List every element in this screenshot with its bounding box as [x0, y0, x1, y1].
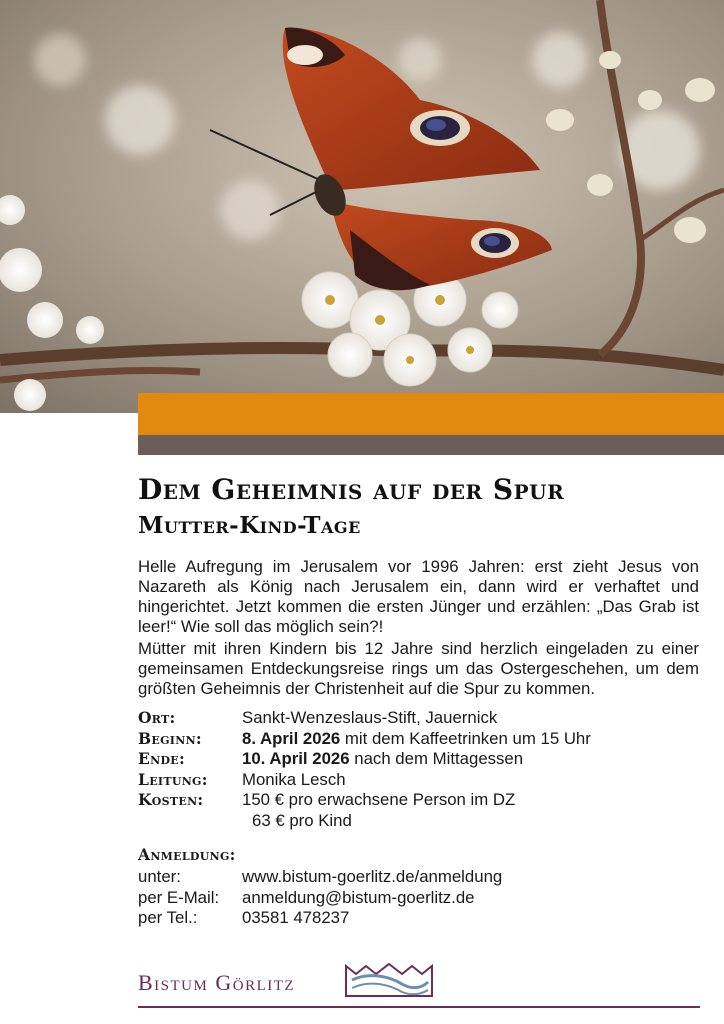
detail-row-kosten — [138, 790, 708, 811]
hero-photo — [0, 0, 724, 413]
beginn-label: Beginn: — [138, 728, 202, 748]
footer-rule — [138, 1006, 700, 1008]
diocese-logo-icon — [344, 962, 434, 1004]
tel-label: per Tel.: — [138, 908, 198, 927]
ende-date: 10. April 2026 — [242, 749, 350, 768]
leitung-value: Monika Lesch — [242, 769, 346, 789]
kosten-value-adult: 150 € pro erwachsene Person im DZ — [242, 790, 516, 809]
ende-value — [242, 749, 523, 770]
beginn-date: 8. April 2026 — [242, 728, 341, 748]
ende-rest: nach dem Mittagessen — [349, 749, 524, 768]
ort-label: Ort: — [138, 708, 176, 727]
detail-row-beginn — [138, 729, 708, 750]
event-details — [138, 708, 708, 831]
orange-banner-bar — [138, 393, 724, 435]
mail-label: per E-Mail: — [138, 887, 220, 907]
registration-email[interactable]: anmeldung@bistum-goerlitz.de — [242, 887, 475, 907]
detail-row-kosten-child — [138, 811, 708, 832]
beginn-rest: mit dem Kaffeetrinken um 15 Uhr — [340, 728, 591, 748]
diocese-logo-text: Bistum Görlitz — [138, 970, 296, 995]
invitation-paragraph: Mütter mit ihren Kindern bis 12 Jahre sind herzlich eingeladen zu einer gemeinsamen Entdeckungsreise rings um das Ostergeschehen, um dem größten Geheimnis der Christenheit auf die Spur zu kommen. — [138, 639, 699, 698]
kosten-label: Kosten: — [138, 790, 204, 809]
intro-paragraph: Helle Aufregung im Jerusalem vor 1996 Jahren: erst zieht Jesus von Nazareth als König nach Jerusalem ein, dann wird er verhaftet und hingerichtet. Jetzt kommen die ersten Jünger und erzählen: „Das Grab ist leer!“ Wie soll das möglich sein?! — [138, 557, 699, 636]
beginn-value — [242, 729, 591, 750]
detail-row-ende — [138, 749, 708, 770]
ort-value: Sankt-Wenzeslaus-Stift, Jauernick — [242, 708, 498, 727]
web-label: unter: — [138, 867, 181, 886]
registration-phone: 03581 478237 — [242, 908, 350, 927]
registration-block — [138, 845, 708, 929]
page-title: Dem Geheimnis auf der Spur — [138, 473, 565, 506]
registration-heading: Anmeldung: — [138, 845, 236, 864]
registration-url[interactable]: www.bistum-goerlitz.de/anmeldung — [242, 867, 503, 886]
detail-row-ort — [138, 708, 708, 729]
kosten-value-child: 63 € pro Kind — [252, 810, 352, 830]
leitung-label: Leitung: — [138, 769, 208, 789]
registration-row-mail — [138, 888, 708, 909]
detail-row-leitung — [138, 770, 708, 791]
registration-row-tel — [138, 908, 708, 929]
page-subtitle: Mutter-Kind-Tage — [138, 512, 361, 539]
ende-label: Ende: — [138, 749, 186, 768]
gray-banner-bar — [138, 435, 724, 455]
registration-row-web — [138, 867, 708, 888]
butterfly-photo — [0, 0, 724, 413]
